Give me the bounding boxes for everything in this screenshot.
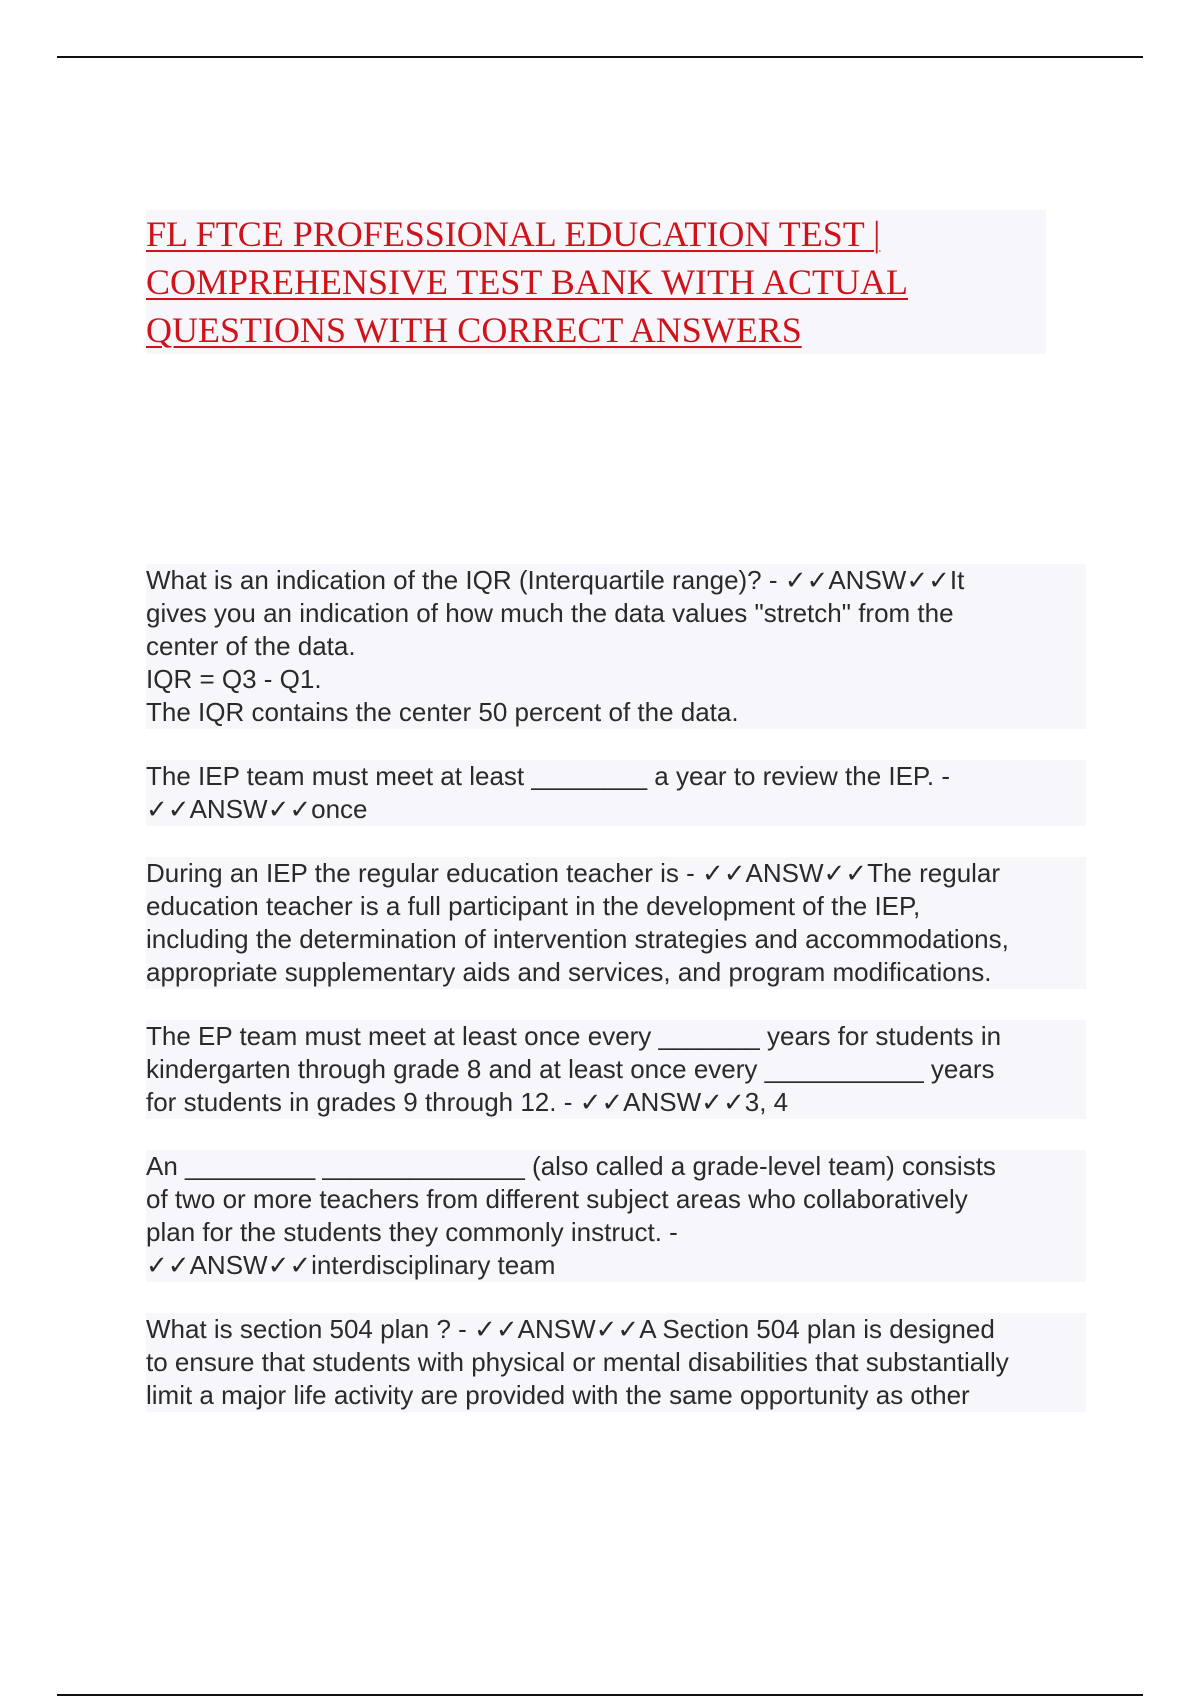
top-rule (57, 56, 1143, 58)
qa-line: appropriate supplementary aids and services, and program modifications. (146, 957, 992, 987)
qa-line: What is an indication of the IQR (Interquartile range)? - ✓✓ANSW✓✓It (146, 565, 965, 595)
qa-block-ep-team (146, 1020, 1086, 1119)
qa-line: IQR = Q3 - Q1. (146, 664, 322, 694)
title-line-3: QUESTIONS WITH CORRECT ANSWERS (146, 310, 802, 350)
qa-line: The EP team must meet at least once every _______ years for students in (146, 1021, 1002, 1051)
qa-line: ✓✓ANSW✓✓interdisciplinary team (146, 1250, 556, 1280)
qa-line: kindergarten through grade 8 and at least once every ___________ years (146, 1054, 995, 1084)
qa-line: gives you an indication of how much the data values "stretch" from the (146, 598, 954, 628)
qa-line: of two or more teachers from different subject areas who collaboratively (146, 1184, 968, 1214)
qa-line: What is section 504 plan ? - ✓✓ANSW✓✓A Section 504 plan is designed (146, 1314, 995, 1344)
qa-line: The IQR contains the center 50 percent of the data. (146, 697, 739, 727)
qa-line: center of the data. (146, 631, 356, 661)
qa-list (146, 564, 1086, 1443)
qa-line: ✓✓ANSW✓✓once (146, 794, 368, 824)
qa-block-interdisciplinary (146, 1150, 1086, 1282)
qa-line: including the determination of intervention strategies and accommodations, (146, 924, 1009, 954)
qa-line: During an IEP the regular education teacher is - ✓✓ANSW✓✓The regular (146, 858, 1001, 888)
qa-line: limit a major life activity are provided with the same opportunity as other (146, 1380, 970, 1410)
qa-line: education teacher is a full participant in the development of the IEP, (146, 891, 921, 921)
title-line-2: COMPREHENSIVE TEST BANK WITH ACTUAL (146, 262, 909, 302)
qa-line: for students in grades 9 through 12. - ✓✓ANSW✓✓3, 4 (146, 1087, 789, 1117)
qa-line: plan for the students they commonly instruct. - (146, 1217, 678, 1247)
qa-block-iep-meeting (146, 760, 1086, 826)
qa-line: The IEP team must meet at least ________ a year to review the IEP. - (146, 761, 951, 791)
qa-block-section-504 (146, 1313, 1086, 1412)
qa-line: to ensure that students with physical or mental disabilities that substantially (146, 1347, 1009, 1377)
qa-line: An _________ ______________ (also called a grade-level team) consists (146, 1151, 996, 1181)
title-line-1: FL FTCE PROFESSIONAL EDUCATION TEST | (146, 214, 881, 254)
bottom-rule (57, 1694, 1143, 1696)
qa-block-iqr (146, 564, 1086, 729)
qa-block-regular-teacher (146, 857, 1086, 989)
document-title (146, 210, 1046, 354)
